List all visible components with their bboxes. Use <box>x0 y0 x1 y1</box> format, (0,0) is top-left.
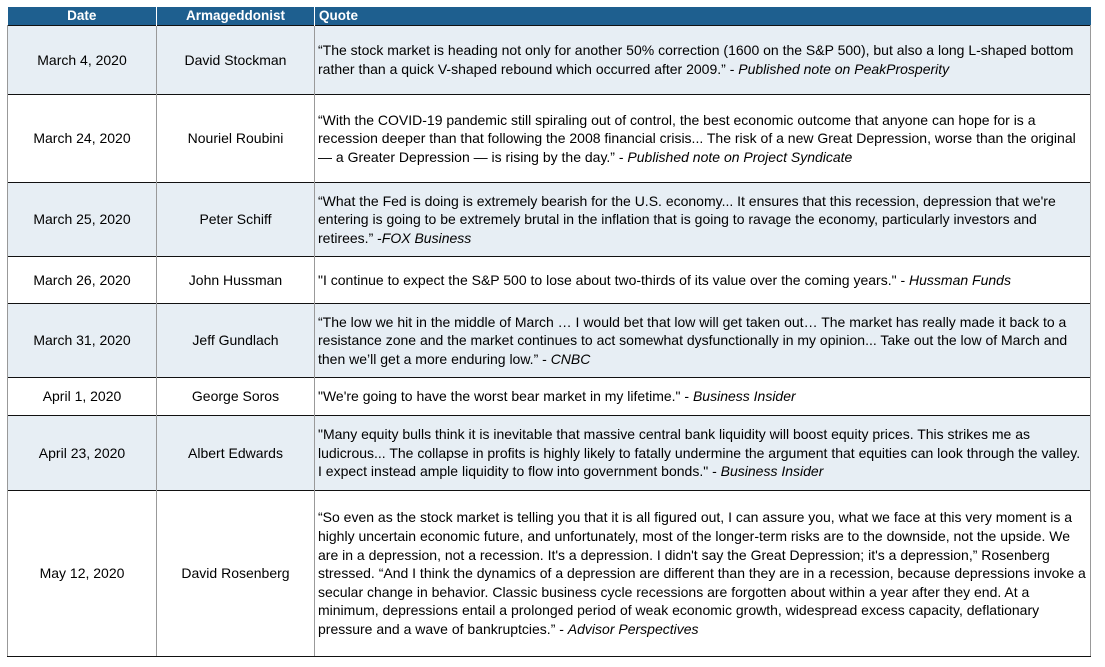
row-quote: “With the COVID-19 pandemic still spiraling out of control, the best economic outcome that anyone can hope for is a recession deeper than that following the 2008 financial crisis... The risk of a new Great Depression, worse than the original — a Greater Depression — is rising by the day.” - <box>318 111 1076 165</box>
row-date: March 24, 2020 <box>8 95 157 183</box>
row-source: FOX Business <box>381 229 472 246</box>
row-quote-cell <box>315 257 1091 304</box>
row-quote: “The stock market is heading not only for another 50% correction (1600 on the S&P 500), but also a long L-shaped bottom rather than a quick V-shaped rebound which occurred after 2009.” - <box>318 42 1074 77</box>
row-armageddonist: John Hussman <box>157 257 315 304</box>
row-date: May 12, 2020 <box>8 491 157 657</box>
row-armageddonist: Nouriel Roubini <box>157 95 315 183</box>
row-date: April 23, 2020 <box>8 416 157 491</box>
table-row <box>8 183 1091 257</box>
row-source: Published note on PeakProsperity <box>738 61 950 77</box>
row-quote: “The low we hit in the middle of March … I would bet that low will get taken out… The market has really made it back to a resistance zone and the market continues to act somewhat dysfunctionally in my opinion... Take out the low of March and then we’ll get a more enduring low.” - <box>318 313 1068 367</box>
row-armageddonist: David Rosenberg <box>157 491 315 657</box>
row-quote-cell <box>315 304 1091 378</box>
row-source: Business Insider <box>720 463 824 480</box>
row-armageddonist: Peter Schiff <box>157 183 315 257</box>
header-quote: Quote <box>315 7 1091 26</box>
row-date: March 26, 2020 <box>8 257 157 304</box>
row-armageddonist: Albert Edwards <box>157 416 315 491</box>
row-source: Published note on Project Syndicate <box>627 148 853 165</box>
row-quote: “So even as the stock market is telling you that it is all figured out, I can assure you, what we face at this very moment is a highly uncertain economic future, and unfortunately, most of the longer-term risks are to the downside, not the upside. We are in a depression, not a recession. It's a depression. I didn't say the Great Depression; it's a depression,” Rosenberg stressed. “And I think the dynamics of a depression are different than they are in a recession, because depressions invoke a secular change in behavior. Classic business cycle recessions are forgotten about within a year after they end. At a minimum, depressions entail a prolonged period of weak economic growth, widespread excess capacity, deflationary pressure and a wave of bankruptcies.” - <box>318 509 1086 637</box>
row-date: March 25, 2020 <box>8 183 157 257</box>
row-quote-cell <box>315 95 1091 183</box>
row-source: Hussman Funds <box>909 271 1011 288</box>
row-quote-cell <box>315 378 1091 416</box>
row-date: March 4, 2020 <box>8 26 157 95</box>
quotes-table-container <box>7 7 1090 657</box>
row-source: CNBC <box>550 350 591 367</box>
row-armageddonist: George Soros <box>157 378 315 416</box>
table-row <box>8 378 1091 416</box>
header-date: Date <box>8 7 157 26</box>
row-quote: "Many equity bulls think it is inevitable that massive central bank liquidity will boost equity prices. This strikes me as ludicrous... The collapse in profits is highly likely to fatally undermine the argument that equities can look through the valley. I expect instead ample liquidity to flow into government bonds." - <box>318 426 1081 480</box>
row-armageddonist: Jeff Gundlach <box>157 304 315 378</box>
row-date: April 1, 2020 <box>8 378 157 416</box>
table-row <box>8 95 1091 183</box>
header-armageddonist: Armageddonist <box>157 7 315 26</box>
table-row <box>8 491 1091 657</box>
table-row <box>8 26 1091 95</box>
row-quote: "We're going to have the worst bear market in my lifetime." - <box>318 388 693 405</box>
row-quote: “What the Fed is doing is extremely bearish for the U.S. economy... It ensures that this recession, depression that we're entering is going to be extremely brutal in the inflation that is going to ravage the economy, particularly investors and retirees.” - <box>318 192 1056 246</box>
row-date: March 31, 2020 <box>8 304 157 378</box>
quotes-table <box>7 7 1091 657</box>
row-source: Business Insider <box>692 388 796 405</box>
row-quote-cell <box>315 183 1091 257</box>
header-row <box>8 7 1091 26</box>
row-quote-cell <box>315 416 1091 491</box>
row-quote-cell <box>315 26 1091 95</box>
table-row <box>8 257 1091 304</box>
row-armageddonist: David Stockman <box>157 26 315 95</box>
row-source: Advisor Perspectives <box>567 620 699 637</box>
row-quote-cell <box>315 491 1091 657</box>
row-quote: "I continue to expect the S&P 500 to lose about two-thirds of its value over the coming years." - <box>318 271 910 288</box>
table-row <box>8 416 1091 491</box>
table-row <box>8 304 1091 378</box>
